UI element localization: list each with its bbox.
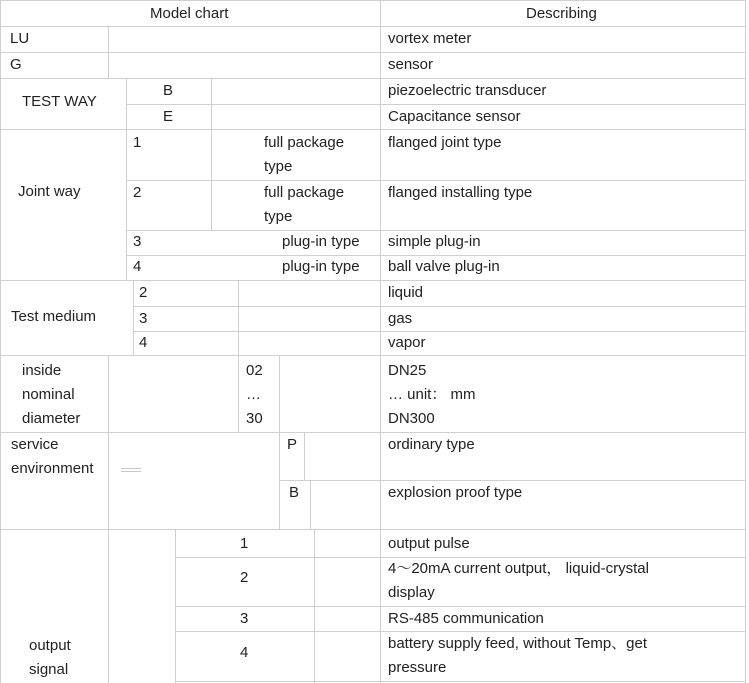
g-description: sensor — [388, 56, 434, 73]
joint-way-2-type: full package — [264, 184, 345, 201]
diameter-desc-unit: … unit： mm — [388, 386, 476, 403]
output-4-num: 4 — [240, 644, 249, 661]
output-label-line2: signal — [29, 661, 69, 678]
grid-line — [310, 480, 311, 529]
test-way-b-description: piezoelectric transducer — [388, 82, 547, 99]
output-label-line1: output — [29, 637, 71, 654]
diameter-label-line2: nominal — [22, 386, 75, 403]
joint-way-1-num: 1 — [133, 134, 142, 151]
grid-line — [304, 432, 305, 480]
output-4-description: battery supply feed, without Temp、get — [388, 635, 648, 652]
test-way-e-code: E — [163, 108, 174, 125]
joint-way-4-num: 4 — [133, 258, 142, 275]
output-3-description: RS-485 communication — [388, 610, 544, 627]
service-b-code: B — [289, 484, 300, 501]
output-2-description-cont: display — [388, 584, 435, 601]
table-border-right — [745, 0, 746, 683]
output-2-description: 4～20mA current output， liquid-crystal — [388, 560, 649, 577]
joint-way-3-num: 3 — [133, 233, 142, 250]
grid-line — [279, 355, 280, 529]
grid-line — [0, 129, 746, 130]
joint-way-label: Joint way — [18, 183, 81, 200]
header-describing: Describing — [526, 5, 597, 22]
grid-line — [108, 26, 109, 78]
test-medium-3-num: 3 — [139, 310, 148, 327]
dash-separator — [121, 468, 141, 472]
diameter-code-ellipsis: … — [246, 386, 261, 403]
grid-line — [238, 355, 239, 432]
service-label-line2: environment — [11, 460, 94, 477]
joint-way-2-description: flanged installing type — [388, 184, 533, 201]
grid-line — [108, 355, 109, 683]
grid-line — [0, 78, 746, 79]
test-medium-4-num: 4 — [139, 334, 148, 351]
grid-line — [314, 529, 315, 683]
joint-way-1-type-cont: type — [264, 158, 293, 175]
output-1-description: output pulse — [388, 535, 470, 552]
grid-line — [211, 78, 212, 230]
test-way-e-description: Capacitance sensor — [388, 108, 521, 125]
grid-line — [133, 331, 746, 332]
grid-line — [0, 355, 746, 356]
test-medium-label: Test medium — [11, 308, 97, 325]
g-code: G — [10, 56, 22, 73]
diameter-desc-start: DN25 — [388, 362, 427, 379]
grid-line — [126, 78, 127, 280]
table-border-top — [0, 0, 746, 1]
grid-line — [238, 280, 239, 355]
diameter-code-start: 02 — [246, 362, 263, 379]
grid-line — [0, 432, 746, 433]
output-4-description-cont: pressure — [388, 659, 447, 676]
joint-way-1-description: flanged joint type — [388, 134, 502, 151]
grid-line — [0, 529, 746, 530]
joint-way-4-type: plug-in type — [282, 258, 360, 275]
grid-line — [0, 26, 746, 27]
diameter-code-end: 30 — [246, 410, 263, 427]
service-p-description: ordinary type — [388, 436, 475, 453]
joint-way-2-num: 2 — [133, 184, 142, 201]
grid-line — [0, 280, 746, 281]
table-border-left — [0, 0, 1, 683]
service-label-line1: service — [11, 436, 59, 453]
test-medium-3-description: gas — [388, 310, 413, 327]
describing-column-divider — [380, 0, 381, 683]
test-medium-2-num: 2 — [139, 284, 148, 301]
joint-way-3-description: simple plug-in — [388, 233, 481, 250]
diameter-label-line3: diameter — [22, 410, 81, 427]
header-model-chart: Model chart — [150, 5, 229, 22]
lu-code: LU — [10, 30, 30, 47]
output-3-num: 3 — [240, 610, 249, 627]
grid-line — [175, 681, 746, 682]
grid-line — [133, 280, 134, 355]
test-way-b-code: B — [163, 82, 174, 99]
joint-way-3-type: plug-in type — [282, 233, 360, 250]
output-2-num: 2 — [240, 569, 249, 586]
test-medium-2-description: liquid — [388, 284, 424, 301]
output-1-num: 1 — [240, 535, 249, 552]
diameter-label-line1: inside — [22, 362, 62, 379]
grid-line — [0, 52, 746, 53]
test-medium-4-description: vapor — [388, 334, 426, 351]
test-way-label: TEST WAY — [22, 93, 97, 110]
lu-description: vortex meter — [388, 30, 472, 47]
grid-line — [175, 529, 176, 683]
service-p-code: P — [287, 436, 298, 453]
joint-way-2-type-cont: type — [264, 208, 293, 225]
service-b-description: explosion proof type — [388, 484, 523, 501]
diameter-desc-end: DN300 — [388, 410, 435, 427]
joint-way-4-description: ball valve plug-in — [388, 258, 500, 275]
joint-way-1-type: full package — [264, 134, 345, 151]
grid-line — [133, 306, 746, 307]
